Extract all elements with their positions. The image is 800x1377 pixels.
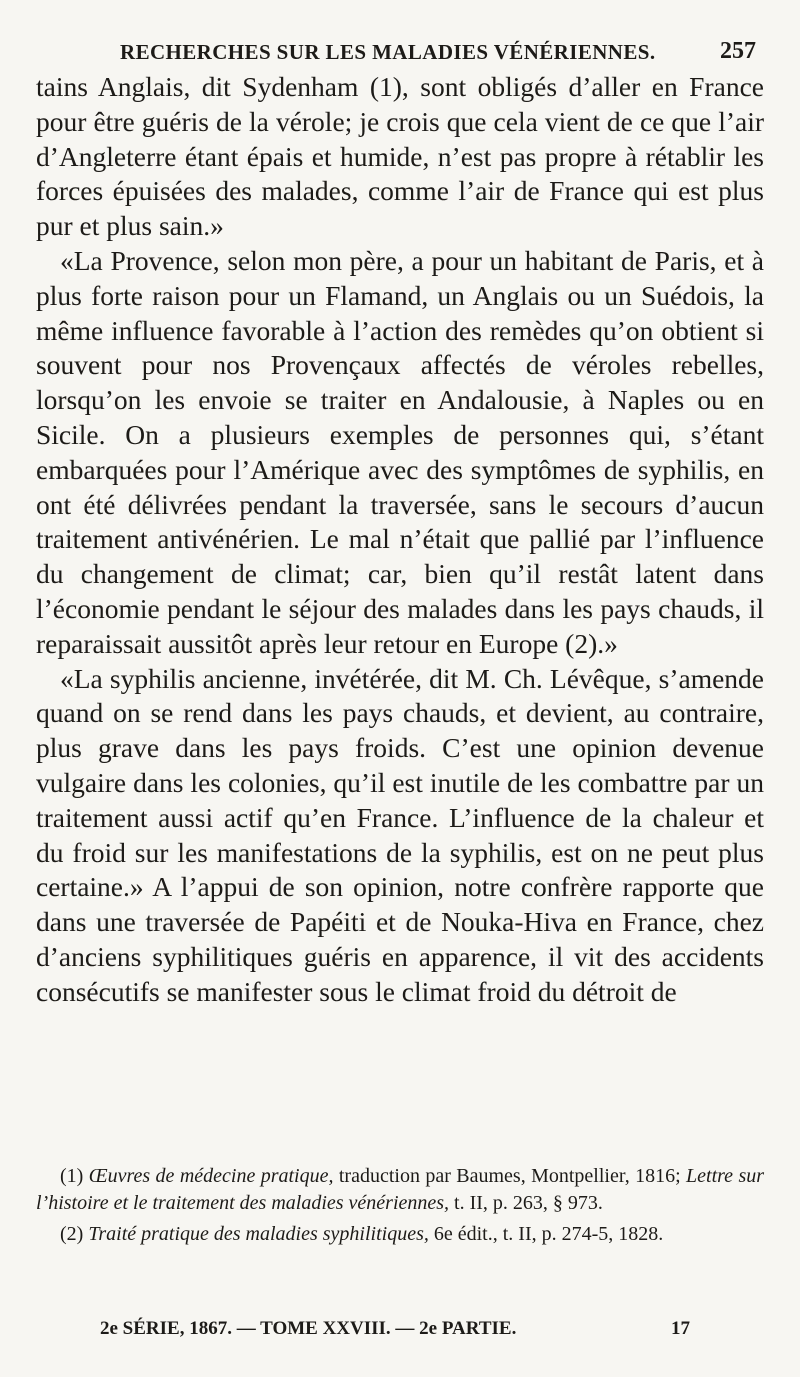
footnote-2-marker: (2) — [60, 1223, 84, 1245]
signature-number: 17 — [671, 1318, 690, 1339]
running-header — [36, 28, 764, 68]
page-footer — [36, 1318, 764, 1348]
footnotes — [36, 1163, 764, 1248]
footnote-2-title: Traité pratique des maladies syphilitiques, — [88, 1223, 429, 1245]
footnote-1-end: t. II, p. 263, § 973. — [454, 1192, 603, 1214]
page-number: 257 — [720, 38, 756, 64]
running-title: RECHERCHES SUR LES MALADIES VÉNÉRIENNES. — [120, 40, 656, 64]
paragraph-2: «La Provence, selon mon père, a pour un habitant de Paris, et à plus forte raison pour un Flamand, un Anglais ou un Suédois, la même influence favorable à l’action des remèdes qu’on obtient si souvent pour nos Provençaux affectés de véroles rebelles, lorsqu’on les envoie se traiter en Andalousie, à Naples ou en Sicile. On a plusieurs exemples de personnes qui, s’étant embarquées pour l’Amérique avec des symptômes de syphilis, en ont été délivrées pendant la traversée, sans le secours d’aucun traitement antivénérien. Le mal n’était que pallié par l’influence du changement de climat; car, bien qu’il restât latent dans l’économie pendant le séjour des malades dans les pays chauds, il reparaissait aussitôt après leur retour en Europe (2).» — [36, 244, 764, 659]
footnote-2 — [36, 1221, 764, 1248]
main-text — [36, 70, 764, 1010]
footnote-1-title-2: Lettre sur l’histoire et le traitement des maladies vénériennes, — [36, 1165, 765, 1214]
footnote-1-title: Œuvres de médecine pratique, — [88, 1165, 334, 1187]
footnote-1-middle: traduction par Baumes, Montpellier, 1816; — [338, 1165, 681, 1187]
paragraph-1: tains Anglais, dit Sydenham (1), sont obligés d’aller en France pour être guéris de la vérole; je crois que cela vient de ce que l’air d’Angleterre étant épais et humide, n’est pas propre à rétablir les forces épuisées des malades, comme l’air de France qui est plus pur et plus sain.» — [36, 71, 764, 242]
book-page — [36, 28, 764, 1348]
footnote-1 — [36, 1163, 764, 1217]
paragraph-3: «La syphilis ancienne, invétérée, dit M. Ch. Lévêque, s’amende quand on se rend dans les pays chauds, et devient, au contraire, plus grave dans les pays froids. C’est une opinion devenue vulgaire dans les colonies, qu’il est inutile de les combattre par un traitement aussi actif qu’en France. L’influence de la chaleur et du froid sur les manifestations de la syphilis, est on ne peut plus certaine.» A l’appui de son opinion, notre confrère rapporte que dans une traversée de Papéiti et de Nouka-Hiva en France, chez d’anciens syphilitiques guéris en apparence, il vit des accidents consécutifs se manifester sous le climat froid du détroit de — [36, 662, 764, 1007]
footnote-1-marker: (1) — [60, 1165, 84, 1187]
footnote-2-end: 6e édit., t. II, p. 274-5, 1828. — [433, 1223, 664, 1245]
series-line: 2e SÉRIE, 1867. — TOME XXVIII. — 2e PARTIE. — [100, 1318, 517, 1339]
